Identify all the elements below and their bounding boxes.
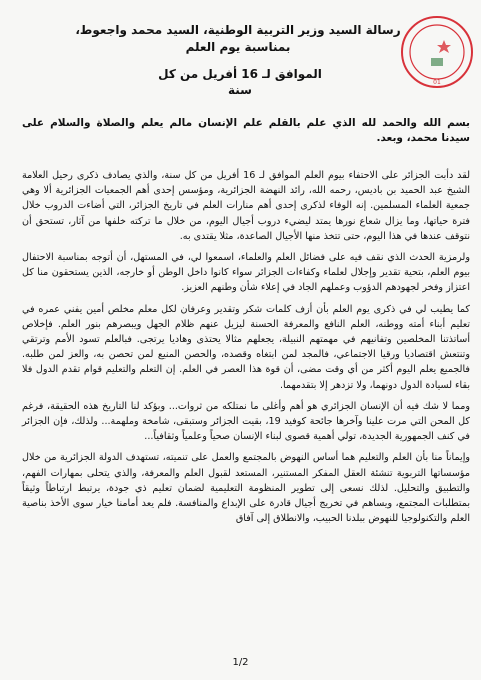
page-subtitle: الموافق لـ 16 أفريل من كل سنة <box>158 67 322 97</box>
paragraph: ولرمزية الحدث الذي نقف فيه على فضائل العلم والعلماء، اسمعوا لي، في المستهل، أن أتوجه بمناسبة الاحتفال بيوم العلم، بتحية تقدير وإجلال لعلماء وكفاءات الجزائر سواء كانوا داخل الوطن أو خارجه، الذين يستحقون منا كل اعتزاز وفخر لجهودهم الدؤوب وعملهم الجاد في إعلاء شأن وطنهم العزيز. <box>22 252 470 294</box>
paragraph: لقد دأبت الجزائر على الاحتفاء بيوم العلم الموافق لـ 16 أفريل من كل سنة، والذي يصادف ذكرى رحيل العلامة الشيخ عبد الحميد بن باديس، رحمه الله، رائد النهضة الجزائرية، ومؤسس إحدى أهم الجمعيات الجزائرية ألا وهي جمعية العلماء المسلمين. إنه الوفاء لذكرى إحدى أهم منارات العلم في تاريخ الجزائر، التي أضاءت الدروب خلال فترة حياتها، وما يزال شعاع نورها يمتد ليضيء دروب أجيال اليوم، من خلال ما تركته خلفها من آثار، تستحق أن نتوقف عندها في هذا اليوم، حتى تتخذ منها الأجيال الصاعدة، مثلا يقتدى به. <box>22 170 470 242</box>
paragraph: ومما لا شك فيه أن الإنسان الجزائري هو أهم وأغلى ما نمتلكه من ثروات... وبؤكد لنا التاريخ هذه الحقيقة، فرغم كل المحن التي مرت علينا وآخرها جائحة كوفيد 19، بقيت الجزائر وستبقى، شامخة وملهمة... ولذلك، فإن الجزائر في كنف الجمهورية الجديدة، تولي أهمية قصوى لبناء الإنسان صحياً وعلمياً وثقافياً... <box>22 400 470 443</box>
paragraph: كما يطيب لي في ذكرى يوم العلم بأن أزف كلمات شكر وتقدير وعرفان لكل معلم مخلص أمين يفني عمره في تعليم أبناء أمته ووطنه، العلم النافع والمعرفة الحسنة ليزيل عنهم ظلام الجهل ويبصرهم بنور العلم. فإخلاص أساتذتنا المخلصين وتفانيهم في مهمتهم النبيلة، يجعلهم مثالا يحتذى وهاديا يرتجى. فبالعلم تسود الأمم وترتقي وتنتعش اقتصاديا ورقيا الاجتماعي، فالمجد لمن ابتغاه وقصده، والحصن المنيع لمن تحصن به، والعز لمن طلبه. فالجميع يعلم اليوم أكثر من أي وقت مضى، أن قوة هذا العصر في العلم. إن التعلم والتعليم قوام تقدم الدول فلا بقاء لسيادة الدول دونهما، ولا تزدهر إلا بتقدمهما. <box>22 303 470 391</box>
paragraph: وإيماناً منا بأن العلم والتعليم هما أساس النهوض بالمجتمع والعمل على تنميته، تستهدف الدولة الجزائرية من خلال مؤسساتها التربوية تنشئة العقل المفكر المستنير، المستعد لقبول العلم والمعرفة، والذي يتحلى بمهارات الفهم، والتطبيق والتحليل. لذلك نسعى إلى تطوير المنظومة التعليمية لضمان تعليم ذي جودة، يرتبط ارتباطاً وثيقاً بمتطلبات المجتمع، ويساهم في تخريج أجيال قادرة على الإبداع والمنافسة. فلم يعد أمامنا خيار سوى الأخذ بناصية العلم والتكنولوجيا للنهوض ببلدنا الحبيب، والانطلاق إلى آفاق <box>22 452 470 525</box>
page-number: 1/2 <box>232 657 249 668</box>
page-title: رسالة السيد وزير التربية الوطنية، السيد محمد واجعوط، بمناسبة يوم العلم <box>75 23 401 54</box>
opening-salutation: بسم الله والحمد لله الذي علم بالقلم علم الإنسان مالم يعلم والصلاة والسلام على سيدنا محمد، وبعد. <box>22 117 470 144</box>
svg-text:01: 01 <box>433 79 441 86</box>
letter-body <box>22 168 470 532</box>
